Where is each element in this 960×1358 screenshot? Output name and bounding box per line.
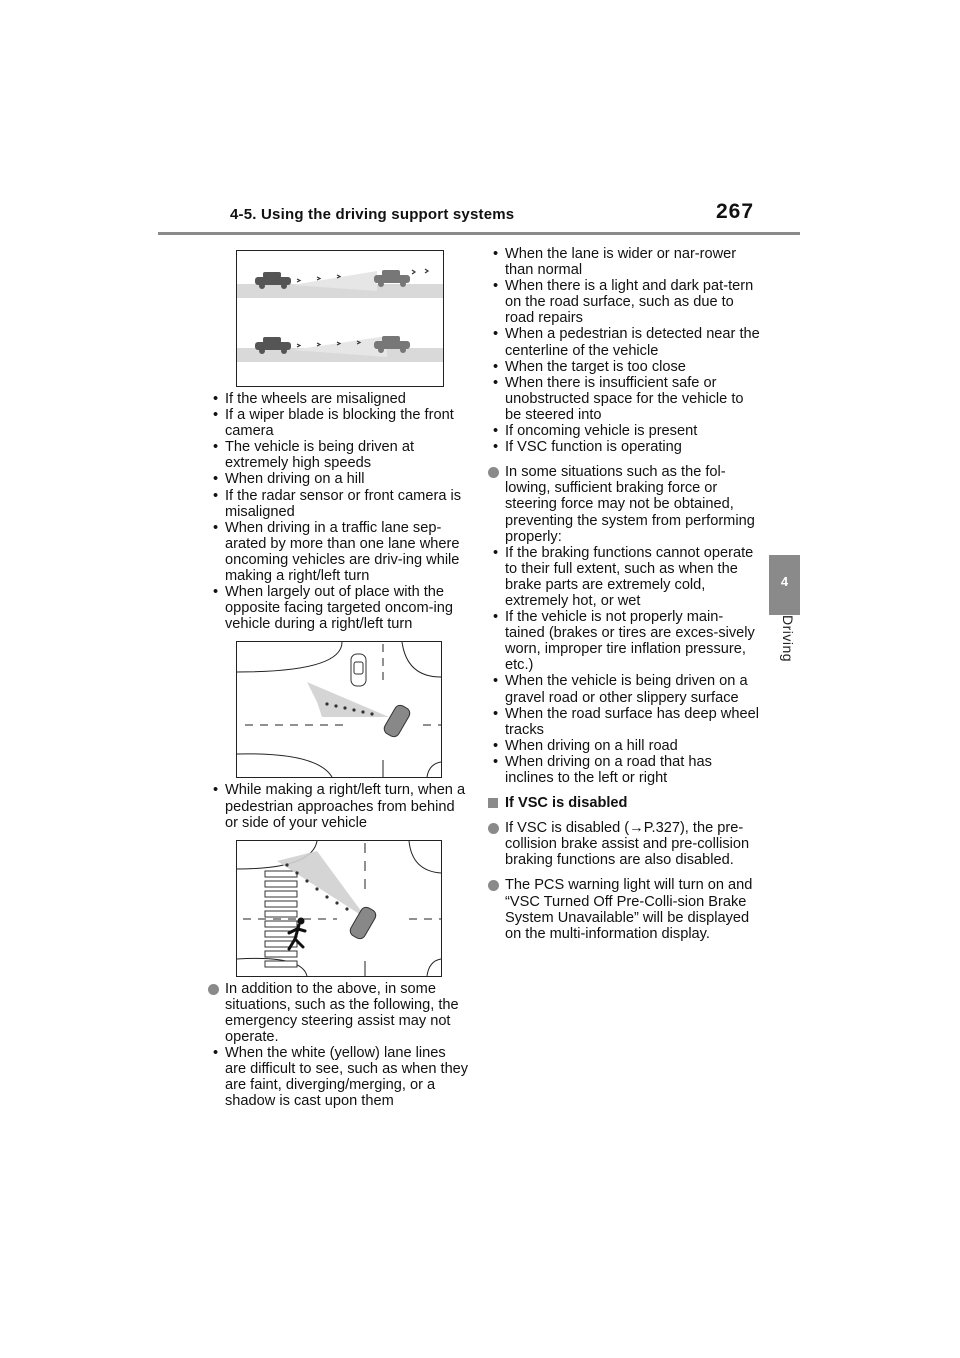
list-item: • When driving on a hill road: [488, 738, 760, 754]
subheading-vsc-disabled: If VSC is disabled: [488, 795, 760, 811]
circle-bullet-icon: [208, 984, 219, 995]
note-braking-force: In some situations such as the fol-lowing, sufficient braking force or steering force may not be obtained, preventing the system from performing properly:: [488, 464, 760, 544]
list-item: • When the white (yellow) lane lines are difficult to see, such as when they are faint, diverging/merging, or a shadow is cast upon them: [208, 1045, 470, 1109]
list-item: • When the road surface has deep wheel tracks: [488, 706, 760, 738]
list-item: • When largely out of place with the opposite facing targeted oncom-ing vehicle during a right/left turn: [208, 584, 470, 632]
figure-turn-oncoming: [236, 641, 442, 778]
list-item: • If the vehicle is not properly main-tained (brakes or tires are exces-sively worn, improper tire inflation pressure, etc.): [488, 609, 760, 673]
list-item: • While making a right/left turn, when a pedestrian approaches from behind or side of your vehicle: [208, 782, 470, 830]
header-divider: [158, 232, 800, 235]
list-item: • If the braking functions cannot operate to their full extent, such as when the brake parts are extremely cold, extremely hot, or wet: [488, 545, 760, 609]
section-title: 4-5. Using the driving support systems: [230, 206, 515, 223]
list-item: • When there is insufficient safe or unobstructed space for the vehicle to be steered into: [488, 375, 760, 423]
list-item: • When driving on a road that has inclines to the left or right: [488, 754, 760, 786]
list-item: • When the lane is wider or nar-rower than normal: [488, 246, 760, 278]
note-pcs-warning-light: The PCS warning light will turn on and “VSC Turned Off Pre-Colli-sion Brake System Unavailable” will be displayed on the multi-information display.: [488, 877, 760, 941]
chapter-label: Driving: [780, 615, 796, 663]
list-item: • When driving in a traffic lane sep-arated by more than one lane where oncoming vehicles are driv-ing while making a right/left turn: [208, 520, 470, 584]
note-vsc-disabled: If VSC is disabled (→P.327), the pre-collision brake assist and pre-collision braking functions are also disabled.: [488, 820, 760, 868]
bullet-list-r1: [488, 246, 760, 455]
list-item: • If VSC function is operating: [488, 439, 760, 455]
bullet-list-3: [208, 1045, 470, 1109]
bullet-list-r2: [488, 545, 760, 786]
square-bullet-icon: [488, 798, 498, 808]
page-number: 267: [716, 200, 755, 223]
list-item: • If the radar sensor or front camera is misaligned: [208, 488, 470, 520]
chapter-number: 4: [780, 574, 789, 589]
circle-bullet-icon: [488, 880, 499, 891]
list-item: • When the vehicle is being driven on a gravel road or other slippery surface: [488, 673, 760, 705]
list-item: • When there is a light and dark pat-tern on the road surface, such as due to road repairs: [488, 278, 760, 326]
list-item: • The vehicle is being driven at extremely high speeds: [208, 439, 470, 471]
list-item: • If the wheels are misaligned: [208, 391, 470, 407]
list-item: • If a wiper blade is blocking the front camera: [208, 407, 470, 439]
list-item: • When driving on a hill: [208, 471, 470, 487]
circle-bullet-icon: [488, 823, 499, 834]
circle-bullet-icon: [488, 467, 499, 478]
left-column: [208, 250, 470, 1109]
bullet-list-2: [208, 782, 470, 830]
note-emergency-steering: In addition to the above, in some situations, such as the following, the emergency steering assist may not operate.: [208, 981, 470, 1045]
list-item: • When a pedestrian is detected near the centerline of the vehicle: [488, 326, 760, 358]
right-column: [488, 246, 760, 942]
list-item: • If oncoming vehicle is present: [488, 423, 760, 439]
figure-pedestrian-crossing: [236, 840, 442, 977]
figure-road-vehicles: [236, 250, 444, 387]
list-item: • When the target is too close: [488, 359, 760, 375]
bullet-list-1: [208, 391, 470, 632]
